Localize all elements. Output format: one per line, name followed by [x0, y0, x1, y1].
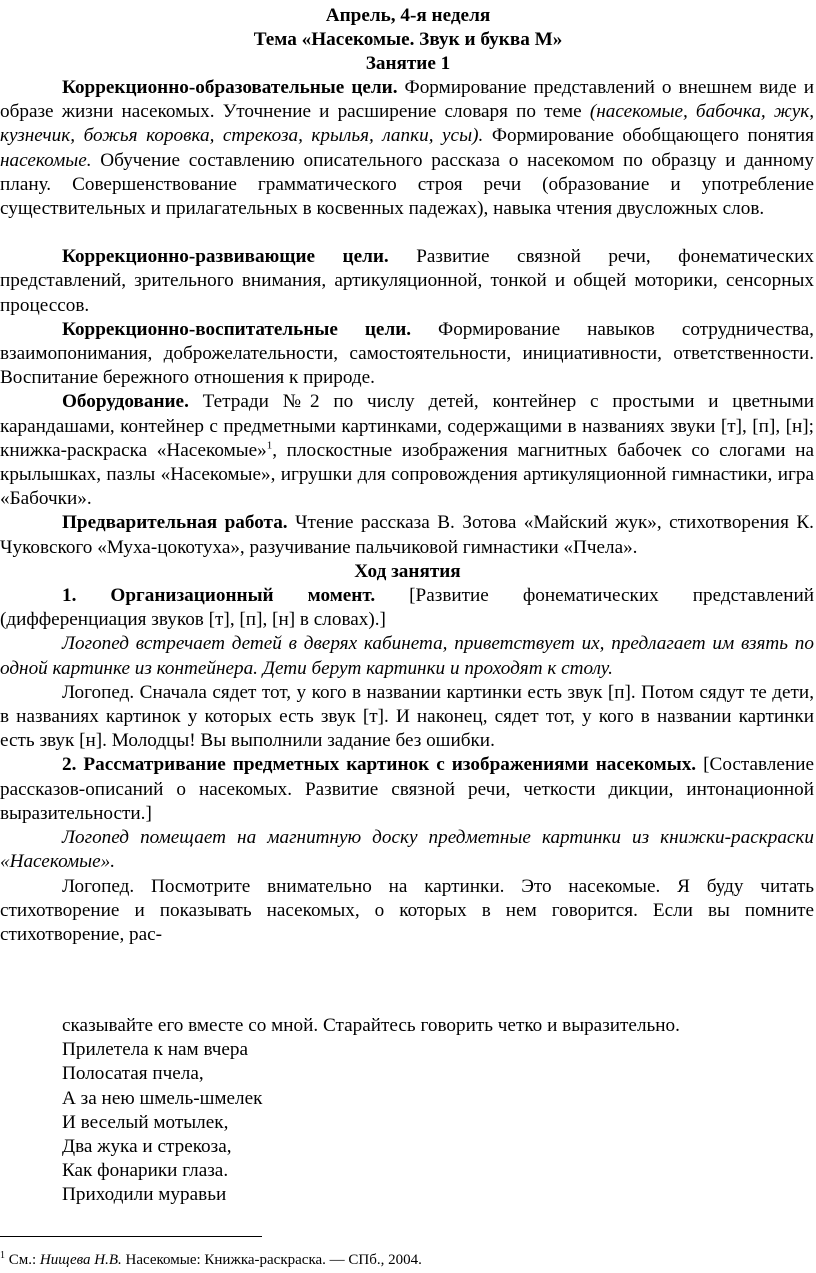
paragraph-text: Обучение составлению описательного рассказа о насекомом по образцу и данному плану. Совершенствование грамматического строя речи (образование и употребление существительных и прилагательных в косвенных падежах), навыка чтения двусложных слов.	[0, 149, 814, 220]
footnote-mark: 1	[0, 1250, 5, 1261]
paragraph-label: Предварительная работа.	[62, 512, 288, 534]
footnote-reference[interactable]: 1	[266, 439, 273, 452]
paragraph-label: Оборудование.	[62, 391, 189, 413]
footnote	[0, 1251, 422, 1269]
step-label: 1. Организационный момент.	[62, 585, 376, 607]
poem-line: Приходили муравьи	[62, 1184, 227, 1206]
paragraph-text: Формирование навыков сотрудничества, взаимопонимания, доброжелательности, самостоятельности, инициативности, ответственности. Воспитание бережного отношения к природе.	[0, 318, 814, 389]
paragraph-teacher-speech: Логопед. Посмотрите внимательно на картинки. Это насекомые. Я буду читать стихотворение и показывать насекомых, о которых в нем говорится. Если вы помните стихотворение, рас-	[0, 875, 814, 945]
paragraph-step-2	[0, 753, 815, 826]
step-label: 2. Рассматривание предметных картинок с изображениями насекомых.	[62, 754, 697, 776]
paragraph-label: Коррекционно-образовательные цели.	[62, 77, 398, 98]
paragraph-label: Коррекционно-воспитательные цели.	[62, 318, 412, 340]
footnote-prefix: См.:	[5, 1252, 40, 1268]
footnote-text: Насекомые: Книжка-раскраска. — СПб., 2004.	[121, 1252, 422, 1268]
paragraph-text: [Составление рассказов-описаний о насекомых. Развитие связной речи, четкости дикции, интонационной выразительности.]	[0, 754, 814, 824]
paragraph-educational-goals	[0, 76, 815, 221]
header-lesson: Занятие 1	[365, 53, 451, 75]
poem-line: И веселый мотылек,	[62, 1111, 229, 1133]
paragraph-preliminary-work	[0, 511, 815, 559]
paragraph-teacher-speech: Логопед. Сначала сядет тот, у кого в названии картинки есть звук [п]. Потом сядут те дети, в названиях картинок у которых есть звук [т]. И наконец, сядет тот, у кого в названии картинки есть звук [н]. Молодцы! Вы выполнили задание без ошибки.	[0, 681, 814, 752]
paragraph-text: Тетради №2 по числу детей, контейнер с простыми и цветными карандашами, контейнер с предметными картинками, содержащими в названиях звуки [т], [п], [н]; книжка-раскраска «Насекомые»	[0, 391, 814, 461]
paragraph-developmental-goals	[0, 245, 815, 318]
paragraph-stage-direction	[0, 826, 815, 874]
paragraph-equipment	[0, 390, 815, 511]
poem-line: Прилетела к нам вчера	[62, 1039, 249, 1061]
document-header	[0, 4, 816, 77]
paragraph-step-1	[0, 584, 815, 632]
paragraph-label: Коррекционно-развивающие цели.	[62, 246, 389, 268]
footnote-separator	[0, 1236, 262, 1237]
header-date: Апрель, 4-я неделя	[325, 5, 491, 26]
poem-line: Два жука и стрекоза,	[62, 1135, 232, 1157]
paragraph-upbringing-goals	[0, 318, 815, 391]
section-heading: Ход занятия	[354, 560, 461, 582]
continuation-text: сказывайте его вместе со мной. Старайтесь говорить четко и выразительно.	[62, 1015, 680, 1036]
stage-direction-text: Логопед встречает детей в дверях кабинета, приветствует их, предлагает им взять по одной картинке из контейнера. Дети берут картинки и проходят к столу.	[0, 633, 814, 679]
page-continuation	[62, 1014, 812, 1208]
document-body	[0, 76, 815, 947]
paragraph-text: , плоскостные изображения магнитных бабочек со слогами на крылышках, пазлы «Насекомые», игрушки для сопровождения артикуляционной гимнастики, игра «Бабочки».	[0, 439, 814, 510]
stage-direction-text: Логопед помещает на магнитную доску предметные картинки из книжки-раскраски «Насекомые».	[0, 827, 814, 873]
footnote-author: Нищева Н.В.	[39, 1252, 122, 1268]
poem-line: А за нею шмель-шмелек	[62, 1087, 263, 1109]
poem	[62, 1038, 812, 1207]
paragraph-text: Развитие связной речи, фонематических представлений, зрительного внимания, артикуляционной, тонкой и общей моторики, сенсорных процессов.	[0, 246, 815, 316]
poem-line: Как фонарики глаза.	[62, 1160, 229, 1182]
paragraph-text: Чтение рассказа В. Зотова «Майский жук», стихотворения К. Чуковского «Муха-цокотуха», разучивание пальчиковой гимнастики «Пчела».	[0, 512, 814, 558]
paragraph-text: [Развитие фонематических представлений (дифференциация звуков [т], [п], [н] в словах).]	[0, 585, 814, 631]
paragraph-text: Формирование обобщающего понятия	[483, 125, 814, 147]
header-topic: Тема «Насекомые. Звук и буква М»	[253, 29, 563, 51]
paragraph-text: Формирование представлений о внешнем виде и образе жизни насекомых. Уточнение и расширение словаря по теме	[0, 77, 814, 123]
concept-term: насекомые.	[0, 149, 92, 171]
paragraph-stage-direction	[0, 632, 815, 680]
vocabulary-list: (насекомые, бабочка, жук, кузнечик, божья коровка, стрекоза, крылья, лапки, усы).	[0, 101, 814, 147]
spacer	[0, 221, 815, 245]
poem-line: Полосатая пчела,	[62, 1063, 204, 1085]
